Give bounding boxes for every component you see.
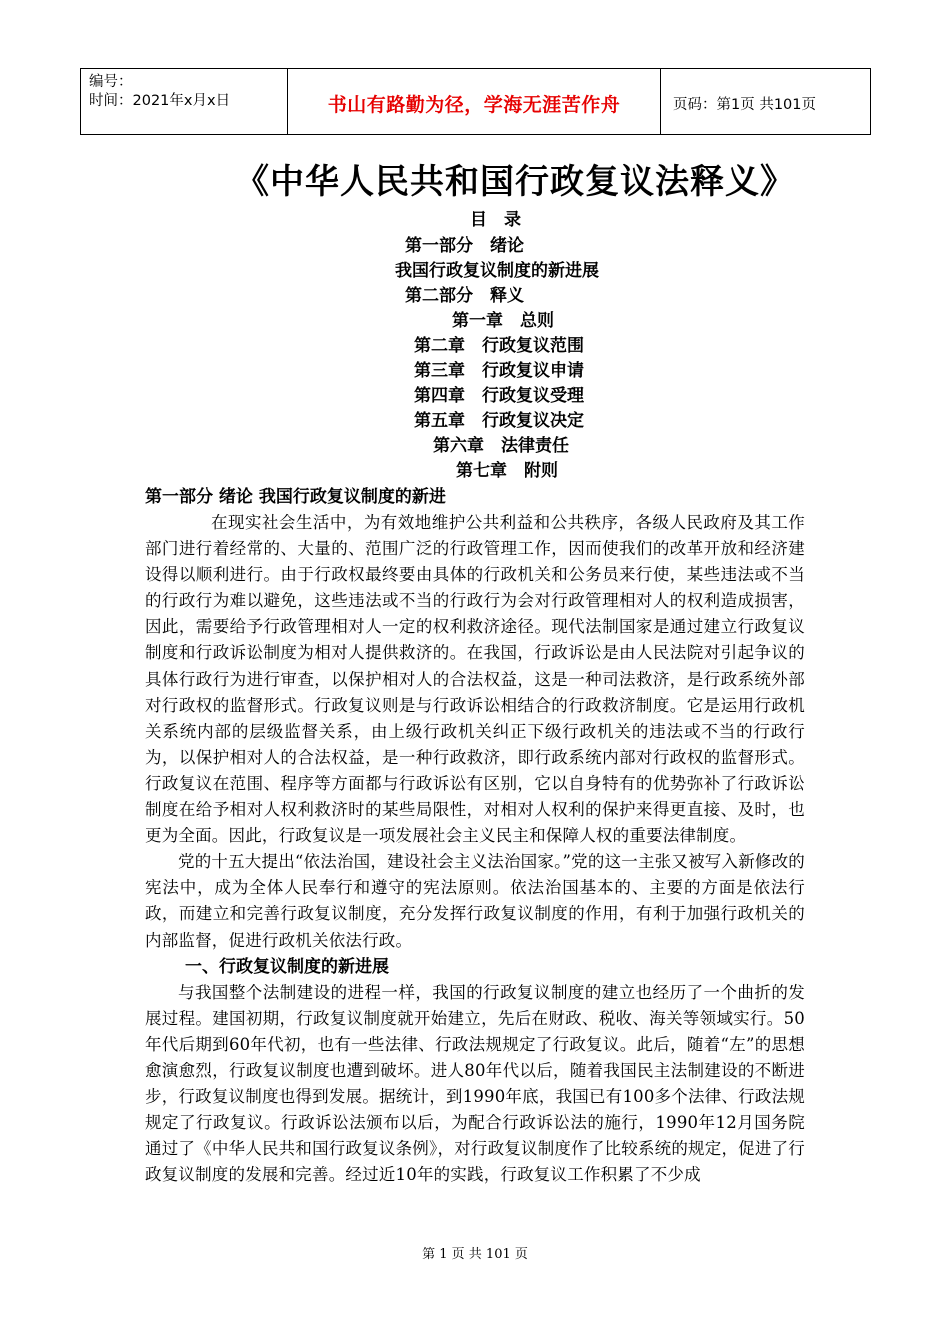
toc-item: 第三章 行政复议申请 [414, 361, 584, 381]
header-page-info: 页码：第1页 共101页 [661, 69, 871, 135]
toc-item: 第二章 行政复议范围 [414, 336, 584, 356]
toc-item: 第六章 法律责任 [433, 436, 569, 456]
toc-item: 第一部分 绪论 [405, 236, 524, 256]
header-motto: 书山有路勤为径，学海无涯苦作舟 [288, 69, 661, 135]
toc-item: 第一章 总则 [452, 311, 554, 331]
document-number-label: 编号： [89, 74, 133, 90]
toc-item: 第五章 行政复议决定 [414, 411, 584, 431]
header-meta-cell [81, 69, 288, 135]
toc-item: 第七章 附则 [456, 461, 558, 481]
section-heading: 第一部分 绪论 我国行政复议制度的新进 [145, 487, 446, 507]
toc-item: 第二部分 释义 [405, 286, 524, 306]
page-footer: 第 1 页 共 101 页 [422, 1247, 528, 1262]
body-text [145, 484, 805, 1188]
paragraph: 党的十五大提出“依法治国，建设社会主义法治国家。”党的这一主张又被写入新修改的宪法中，成为全体人民奉行和遵守的宪法原则。依法治国基本的、主要的方面是依法行政，而建立和完善行政复议制度，充分发挥行政复议制度的作用，有利于加强行政机关的内部监督，促进行政机关依法行政。 [145, 852, 805, 950]
toc-heading: 目 录 [470, 210, 521, 230]
document-time-label: 时间：2021年x月x日 [89, 93, 231, 109]
sub-heading: 一、行政复议制度的新进展 [185, 956, 389, 977]
document-title: 《中华人民共和国行政复议法释义》 [235, 162, 795, 202]
paragraph: 在现实社会生活中，为有效地维护公共利益和公共秩序，各级人民政府及其工作部门进行着经常的、大量的、范围广泛的行政管理工作，因而使我们的改革开放和经济建设得以顺利进行。由于行政权最终要由具体的行政机关和公务员来行使，某些违法或不当的行政行为难以避免，这些违法或不当的行政行为会对行政管理相对人的权利造成损害，因此，需要给予行政管理相对人一定的权利救济途径。现代法制国家是通过建立行政复议制度和行政诉讼制度为相对人提供救济的。在我国，行政诉讼是由人民法院对引起争议的具体行政行为进行审查，以保护相对人的合法权益，这是一种司法救济，是行政系统外部对行政权的监督形式。行政复议则是与行政诉讼相结合的行政救济制度。它是运用行政机关系统内部的层级监督关系，由上级行政机关纠正下级行政机关的违法或不当的行政行为，以保护相对人的合法权益，是一种行政救济，即行政系统内部对行政权的监督形式。行政复议在范围、程序等方面都与行政诉讼有区别，它以自身特有的优势弥补了行政诉讼制度在给予相对人权利救济时的某些局限性，对相对人权利的保护来得更直接、及时，也更为全面。因此，行政复议是一项发展社会主义民主和保障人权的重要法律制度。 [145, 513, 805, 846]
document-header [80, 68, 871, 135]
paragraph: 与我国整个法制建设的进程一样，我国的行政复议制度的建立也经历了一个曲折的发展过程。建国初期，行政复议制度就开始建立，先后在财政、税收、海关等领域实行。50年代后期到60年代初，也有一些法律、行政法规规定了行政复议。此后，随着“左”的思想愈演愈烈，行政复议制度也遭到破坏。进人80年代以后，随着我国民主法制建设的不断进步，行政复议制度也得到发展。据统计，到1990年底，我国已有100多个法律、行政法规规定了行政复议。行政诉讼法颁布以后，为配合行政诉讼法的施行，1990年12月国务院通过了《中华人民共和国行政复议条例》，对行政复议制度作了比较系统的规定，促进了行政复议制度的发展和完善。经过近10年的实践，行政复议工作积累了不少成 [145, 982, 805, 1185]
toc-item: 我国行政复议制度的新进展 [395, 261, 599, 281]
toc-item: 第四章 行政复议受理 [414, 386, 584, 406]
